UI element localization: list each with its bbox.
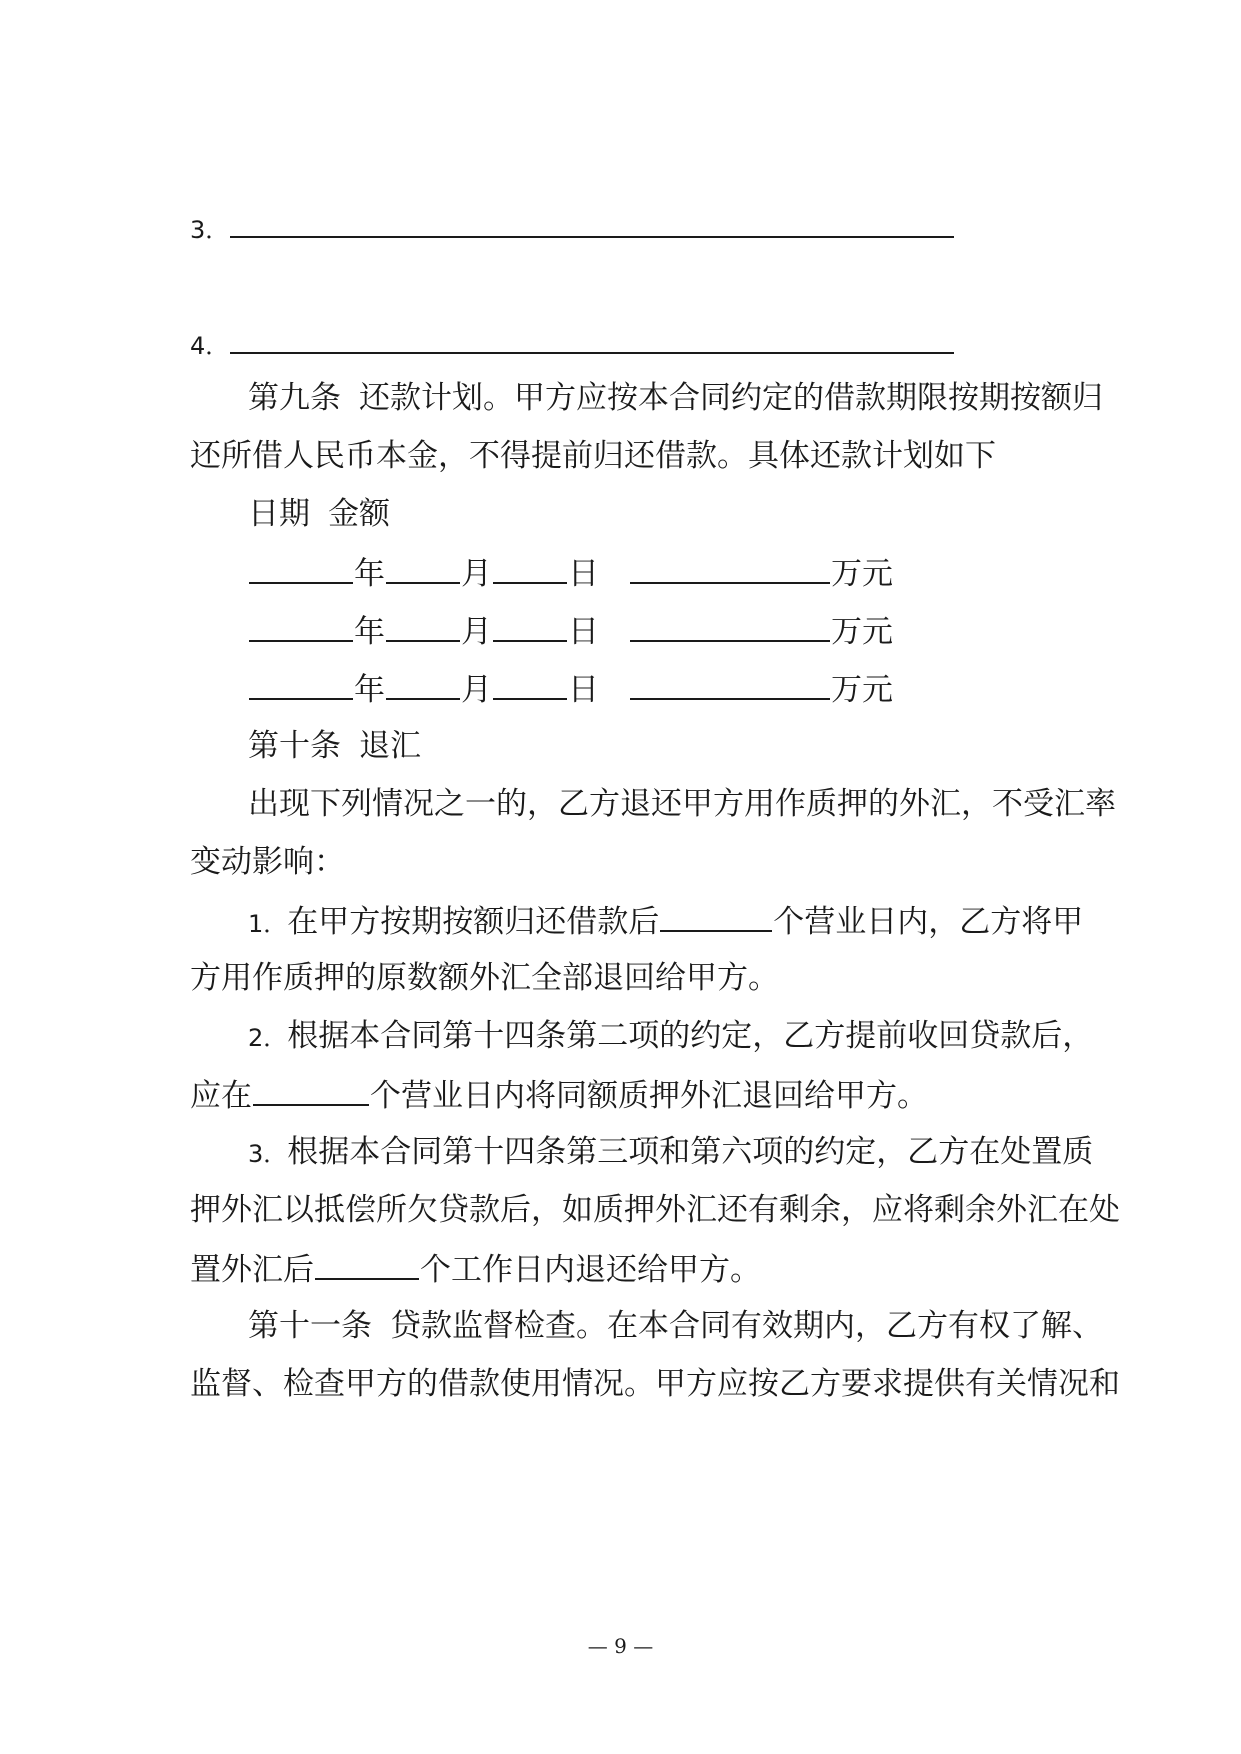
article-10-item-3-line-3: [190, 1248, 1070, 1290]
page-number: — 9 —: [587, 1634, 654, 1658]
unit-label: 万元: [831, 614, 893, 650]
year-label: 年: [354, 614, 385, 650]
article-10-heading-line: [248, 726, 1070, 766]
article-10-intro-2: 变动影响：: [190, 844, 345, 880]
article-10-heading: 第十条: [248, 728, 341, 764]
list-item-3: [190, 206, 1070, 250]
item-number: 3．: [248, 1140, 288, 1168]
amount-blank: [630, 552, 830, 584]
year-blank: [249, 610, 353, 642]
item-text: 个工作日内退还给甲方。: [420, 1252, 761, 1288]
year-blank: [249, 552, 353, 584]
day-label: 日: [568, 672, 599, 708]
fill-blank: [253, 1074, 369, 1106]
article-10-item-3-line-2: 押外汇以抵偿所欠贷款后，如质押外汇还有剩余，应将剩余外汇在处: [190, 1192, 1120, 1228]
item-number: 2．: [248, 1024, 288, 1052]
day-label: 日: [568, 556, 599, 592]
unit-label: 万元: [831, 556, 893, 592]
year-label: 年: [354, 672, 385, 708]
list-number: 3．: [190, 216, 230, 244]
fill-blank: [230, 206, 954, 238]
column-amount: 金额: [328, 496, 390, 532]
item-text: 置外汇后: [190, 1252, 314, 1288]
list-item-4: [190, 322, 1070, 366]
year-label: 年: [354, 556, 385, 592]
article-11-line-2: 监督、检查甲方的借款使用情况。甲方应按乙方要求提供有关情况和: [190, 1366, 1120, 1402]
amount-blank: [630, 610, 830, 642]
article-9-heading: 第九条: [248, 380, 341, 416]
schedule-header: [248, 494, 1070, 534]
article-9-line-2: 还所借人民币本金，不得提前归还借款。具体还款计划如下: [190, 438, 996, 474]
column-date: 日期: [248, 496, 310, 532]
schedule-row: [248, 610, 1070, 652]
month-blank: [386, 552, 460, 584]
article-10-item-3-line-1: [248, 1132, 1094, 1174]
schedule-row: [248, 552, 1070, 594]
day-blank: [493, 610, 567, 642]
month-blank: [386, 610, 460, 642]
unit-label: 万元: [831, 672, 893, 708]
item-text: 应在: [190, 1078, 252, 1114]
article-11-text: 贷款监督检查。在本合同有效期内，乙方有权了解、: [390, 1308, 1103, 1344]
article-9-text: 还款计划。甲方应按本合同约定的借款期限按期按额归: [359, 380, 1103, 416]
month-label: 月: [461, 556, 492, 592]
day-label: 日: [568, 614, 599, 650]
article-10-item-2-line-2: [190, 1074, 1070, 1116]
month-label: 月: [461, 614, 492, 650]
fill-blank: [230, 322, 954, 354]
article-10-item-1-line-1: [248, 900, 1084, 944]
article-9-line-1: [248, 378, 1103, 418]
fill-blank: [315, 1248, 419, 1280]
item-text: 个营业日内将同额质押外汇退回给甲方。: [370, 1078, 928, 1114]
fill-blank: [660, 900, 772, 932]
month-blank: [386, 668, 460, 700]
article-10-item-2-line-1: [248, 1016, 1094, 1058]
schedule-row: [248, 668, 1070, 710]
article-11-heading: 第十一条: [248, 1308, 372, 1344]
amount-blank: [630, 668, 830, 700]
year-blank: [249, 668, 353, 700]
item-text: 在甲方按期按额归还借款后: [287, 904, 660, 940]
item-number: 1．: [248, 910, 288, 938]
item-text: 根据本合同第十四条第三项和第六项的约定，乙方在处置质: [287, 1134, 1094, 1170]
day-blank: [493, 552, 567, 584]
day-blank: [493, 668, 567, 700]
month-label: 月: [461, 672, 492, 708]
article-10-title: 退汇: [359, 728, 421, 764]
item-text: 个营业日内，乙方将甲: [773, 904, 1084, 940]
item-text: 根据本合同第十四条第二项的约定，乙方提前收回贷款后，: [287, 1018, 1094, 1054]
article-11-line-1: [248, 1306, 1103, 1346]
list-number: 4．: [190, 332, 230, 360]
article-10-intro-1: 出现下列情况之一的，乙方退还甲方用作质押的外汇，不受汇率: [248, 786, 1116, 822]
article-10-item-1-line-2: 方用作质押的原数额外汇全部退回给甲方。: [190, 960, 779, 996]
